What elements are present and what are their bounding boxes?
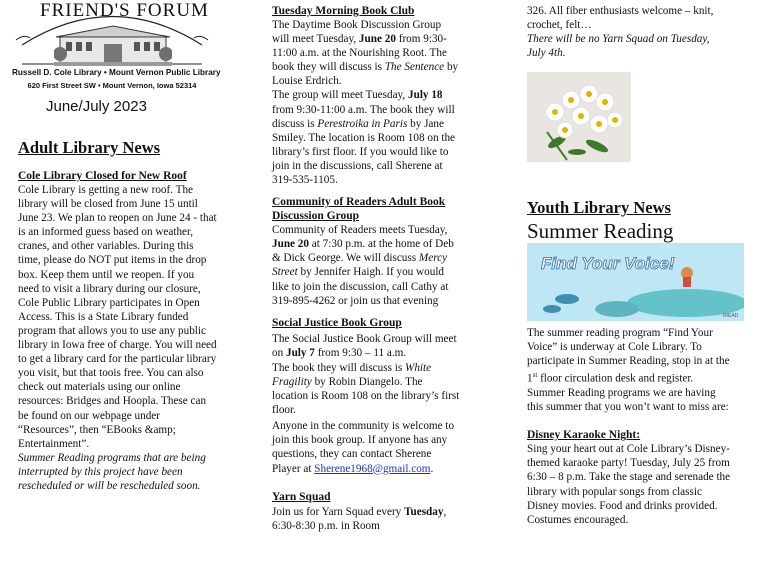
library-building-drawing <box>54 22 172 66</box>
social-justice-title: Social Justice Book Group <box>272 316 402 329</box>
summer-reading-heading: Summer Reading <box>527 219 674 243</box>
summer-reading-section <box>527 326 732 527</box>
cor-title: Community of Readers Adult Book Discussion Group <box>272 196 446 223</box>
column-left <box>12 0 221 492</box>
tmbc-paragraph-2: The group will meet Tuesday, July 18 from 9:30-11:00 a.m. The book they will discuss is Perestroika in Paris by Jane Smiley. The location is Room 108 on the library’s first floor. If you would like to join in the discussions, call Sherene at 319-535-1105. <box>272 89 456 187</box>
youth-news-section <box>527 198 745 244</box>
yarn-squad-title: Yarn Squad <box>272 490 331 503</box>
find-your-voice-banner <box>527 243 744 321</box>
roof-article-title: Cole Library Closed for New Roof <box>18 170 187 182</box>
youth-news-heading: Youth Library News <box>527 198 671 217</box>
adult-news-section <box>18 138 218 493</box>
roof-article-note: Summer Reading programs that are being interrupted by this project have been rescheduled or will be rescheduled soon. <box>18 451 206 492</box>
karaoke-title: Disney Karaoke Night: <box>527 429 641 442</box>
yarn-squad-continued: 326. All fiber enthusiasts welcome – knit, crochet, felt… <box>527 5 714 32</box>
roof-article-body: Cole Library is getting a new roof. The library will be closed from June 15 until June 23. We plan to reopen on June 24 - that is an informed guess based on weather, cranes, and other variables. During this time, please do NOT put items in the drop box. Keep them until we reopen. If you need to visit a library during our closure, Cole Public Library participates in Open Access. This is a State Library funded program that allows you to use any public library in Iowa free of charge. You will need to get a library card for the particular library you visit, but that toois free. You can also check out materials using our online resources: Bridges and Hoopla. These can be found on our webpage under “Resources”, then “EBooks &amp; Entertainment”. <box>18 184 217 450</box>
adult-news-heading: Adult Library News <box>18 138 161 157</box>
masthead-address: 620 First Street SW • Mount Vernon, Iowa 52314 <box>27 81 197 90</box>
social-justice-p2: The book they will discuss is White Fragility by Robin Diangelo. The location is Room 108 on the library’s first floor. <box>272 361 460 417</box>
sherene-email-link[interactable]: Sherene1968@gmail.com <box>314 462 431 475</box>
daisy-flowers-photo <box>527 72 631 162</box>
social-justice-p1: The Social Justice Book Group will meet on July 7 from 9:30 – 11 a.m. <box>272 332 457 359</box>
tmbc-paragraph-1: The Daytime Book Discussion Group will meet Tuesday, June 20 from 9:30-11:00 a.m. at the Nourishing Root. The book they will discuss is The Sentence by Louise Erdrich. <box>272 19 459 88</box>
cor-paragraph: Community of Readers meets Tuesday, June 20 at 7:30 p.m. at the home of Deb & Dick George. We will discuss Mercy Street by Jennifer Haigh. If you would like to join the discussion, call Cathy at 319-895-4262 or join us that evening <box>272 224 454 307</box>
issue-date: June/July 2023 <box>46 98 147 115</box>
masthead <box>12 0 221 92</box>
masthead-title: FRIEND'S FORUM <box>40 0 209 21</box>
social-justice-p3: Anyone in the community is welcome to join this book group. If anyone has any questions, they can contact Sherene Player at Sherene1968@gmail.com. <box>272 420 455 475</box>
tmbc-title: Tuesday Morning Book Club <box>272 5 415 17</box>
karaoke-paragraph: Sing your heart out at Cole Library’s Disney-themed karaoke party! Tuesday, July 25 from 6:30 – 8 p.m. Take the stage and serenade the library with popular songs from classic Disney movies. Food and drinks provided. Costumes encouraged. <box>527 443 731 526</box>
summer-reading-paragraph: The summer reading program “Find Your Voice” is underway at Cole Library. To participate in Summer Reading, stop in at the 1st floor circulation desk and register. Summer Reading programs we are having this summer that you won’t want to miss are: <box>527 327 730 414</box>
yarn-squad-paragraph: Join us for Yarn Squad every Tuesday, 6:30-8:30 p.m. in Room <box>272 505 447 532</box>
banner-title: Find Your Voice! <box>541 254 675 273</box>
masthead-libraries: Russell D. Cole Library • Mount Vernon Public Library <box>12 68 221 77</box>
yarn-squad-note: There will be no Yarn Squad on Tuesday, July 4th. <box>527 33 710 60</box>
banner-small-logo: IREAD <box>723 313 739 319</box>
